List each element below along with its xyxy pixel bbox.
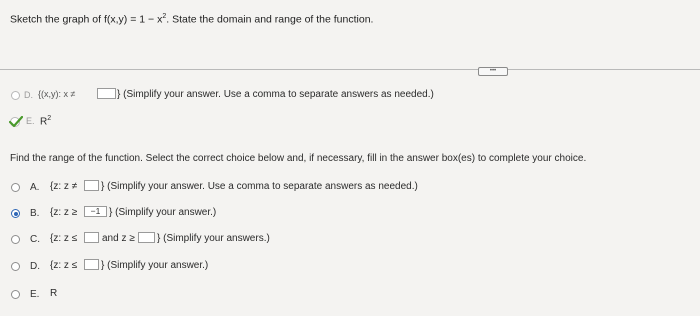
range-option-d-input[interactable] bbox=[84, 259, 99, 270]
range-option-e-letter: E. bbox=[30, 289, 40, 300]
range-option-e-radio[interactable] bbox=[11, 290, 20, 299]
range-option-b-suffix: } (Simplify your answer.) bbox=[109, 207, 217, 218]
range-option-b-prefix: {z: z ≥ bbox=[50, 207, 78, 218]
range-option-d-suffix: } (Simplify your answer.) bbox=[101, 260, 209, 271]
range-option-c-letter: C. bbox=[30, 234, 40, 245]
range-option-e-answer: R bbox=[50, 288, 58, 299]
range-prompt: Find the range of the function. Select the correct choice below and, if necessary, fill in the answer box(es) to complete your choice. bbox=[10, 153, 587, 164]
range-option-a-letter: A. bbox=[30, 182, 40, 193]
domain-option-d-suffix: } (Simplify your answer. Use a comma to separate answers as needed.) bbox=[117, 89, 434, 100]
domain-option-e-r: R bbox=[40, 116, 48, 128]
range-option-c-radio[interactable] bbox=[11, 235, 20, 244]
domain-option-d-letter: D. bbox=[24, 90, 33, 100]
range-option-b-letter: B. bbox=[30, 208, 40, 219]
range-option-c-middle: and z ≥ bbox=[102, 233, 135, 244]
range-option-a-input[interactable] bbox=[84, 180, 99, 191]
expand-more-button[interactable]: ••• bbox=[478, 67, 508, 76]
range-option-c-input-upper[interactable] bbox=[84, 232, 99, 243]
range-option-d-radio[interactable] bbox=[11, 262, 20, 271]
question-exponent: 2 bbox=[162, 13, 167, 20]
range-option-b-radio[interactable] bbox=[11, 209, 20, 218]
range-option-c-suffix: } (Simplify your answers.) bbox=[157, 233, 270, 244]
range-option-d-prefix: {z: z ≤ bbox=[50, 260, 78, 271]
domain-option-d-input[interactable] bbox=[97, 88, 116, 99]
question-text bbox=[10, 13, 373, 26]
domain-option-d-prefix: {(x,y): x ≠ bbox=[38, 89, 76, 99]
section-divider bbox=[0, 69, 700, 70]
domain-option-d-radio[interactable] bbox=[11, 91, 20, 100]
range-option-d-letter: D. bbox=[30, 261, 40, 272]
range-option-a-prefix: {z: z ≠ bbox=[50, 181, 78, 192]
range-option-c-input-lower[interactable] bbox=[138, 232, 155, 243]
domain-option-e-exponent: 2 bbox=[47, 115, 52, 122]
range-option-a-radio[interactable] bbox=[11, 183, 20, 192]
domain-option-e-answer bbox=[40, 115, 51, 127]
question-text-before: Sketch the graph of f(x,y) = 1 − x bbox=[10, 13, 163, 26]
range-option-a-suffix: } (Simplify your answer. Use a comma to separate answers as needed.) bbox=[101, 181, 418, 192]
question-text-after: . State the domain and range of the function. bbox=[166, 13, 374, 26]
range-option-b-input[interactable]: −1 bbox=[84, 206, 107, 217]
domain-option-e-letter: E. bbox=[26, 116, 35, 126]
correct-check-icon bbox=[9, 116, 23, 128]
range-option-c-prefix: {z: z ≤ bbox=[50, 233, 78, 244]
